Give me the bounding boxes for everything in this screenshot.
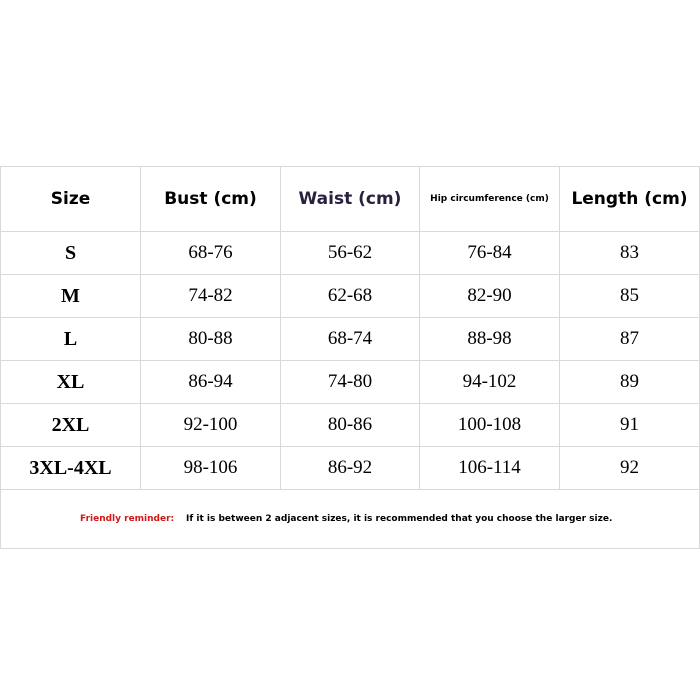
reminder-label: Friendly reminder: bbox=[80, 514, 175, 524]
length-cell: 89 bbox=[560, 361, 700, 404]
bust-cell: 98-106 bbox=[141, 447, 281, 490]
size-chart-table bbox=[0, 166, 700, 549]
hip-cell: 82-90 bbox=[420, 275, 560, 318]
table-row bbox=[1, 447, 700, 490]
waist-cell: 56-62 bbox=[281, 232, 420, 275]
size-cell: 2XL bbox=[1, 404, 141, 447]
reminder-row bbox=[1, 490, 700, 549]
length-cell: 87 bbox=[560, 318, 700, 361]
header-length: Length (cm) bbox=[560, 167, 700, 232]
hip-cell: 94-102 bbox=[420, 361, 560, 404]
table-header-row bbox=[1, 167, 700, 232]
waist-cell: 68-74 bbox=[281, 318, 420, 361]
header-waist: Waist (cm) bbox=[281, 167, 420, 232]
bust-cell: 86-94 bbox=[141, 361, 281, 404]
waist-cell: 86-92 bbox=[281, 447, 420, 490]
bust-cell: 68-76 bbox=[141, 232, 281, 275]
hip-cell: 88-98 bbox=[420, 318, 560, 361]
bust-cell: 80-88 bbox=[141, 318, 281, 361]
size-cell: M bbox=[1, 275, 141, 318]
header-size: Size bbox=[1, 167, 141, 232]
length-cell: 83 bbox=[560, 232, 700, 275]
hip-cell: 106-114 bbox=[420, 447, 560, 490]
length-cell: 91 bbox=[560, 404, 700, 447]
header-hip: Hip circumference (cm) bbox=[420, 167, 560, 232]
size-cell: XL bbox=[1, 361, 141, 404]
hip-cell: 76-84 bbox=[420, 232, 560, 275]
length-cell: 85 bbox=[560, 275, 700, 318]
length-cell: 92 bbox=[560, 447, 700, 490]
table-row bbox=[1, 232, 700, 275]
bust-cell: 92-100 bbox=[141, 404, 281, 447]
size-cell: L bbox=[1, 318, 141, 361]
waist-cell: 74-80 bbox=[281, 361, 420, 404]
reminder-cell bbox=[1, 490, 700, 549]
table-row bbox=[1, 318, 700, 361]
waist-cell: 62-68 bbox=[281, 275, 420, 318]
table-row bbox=[1, 361, 700, 404]
header-bust: Bust (cm) bbox=[141, 167, 281, 232]
hip-cell: 100-108 bbox=[420, 404, 560, 447]
bust-cell: 74-82 bbox=[141, 275, 281, 318]
table-row bbox=[1, 404, 700, 447]
size-cell: S bbox=[1, 232, 141, 275]
reminder-text: If it is between 2 adjacent sizes, it is recommended that you choose the larger size. bbox=[186, 514, 613, 524]
waist-cell: 80-86 bbox=[281, 404, 420, 447]
size-cell: 3XL-4XL bbox=[1, 447, 141, 490]
table-row bbox=[1, 275, 700, 318]
